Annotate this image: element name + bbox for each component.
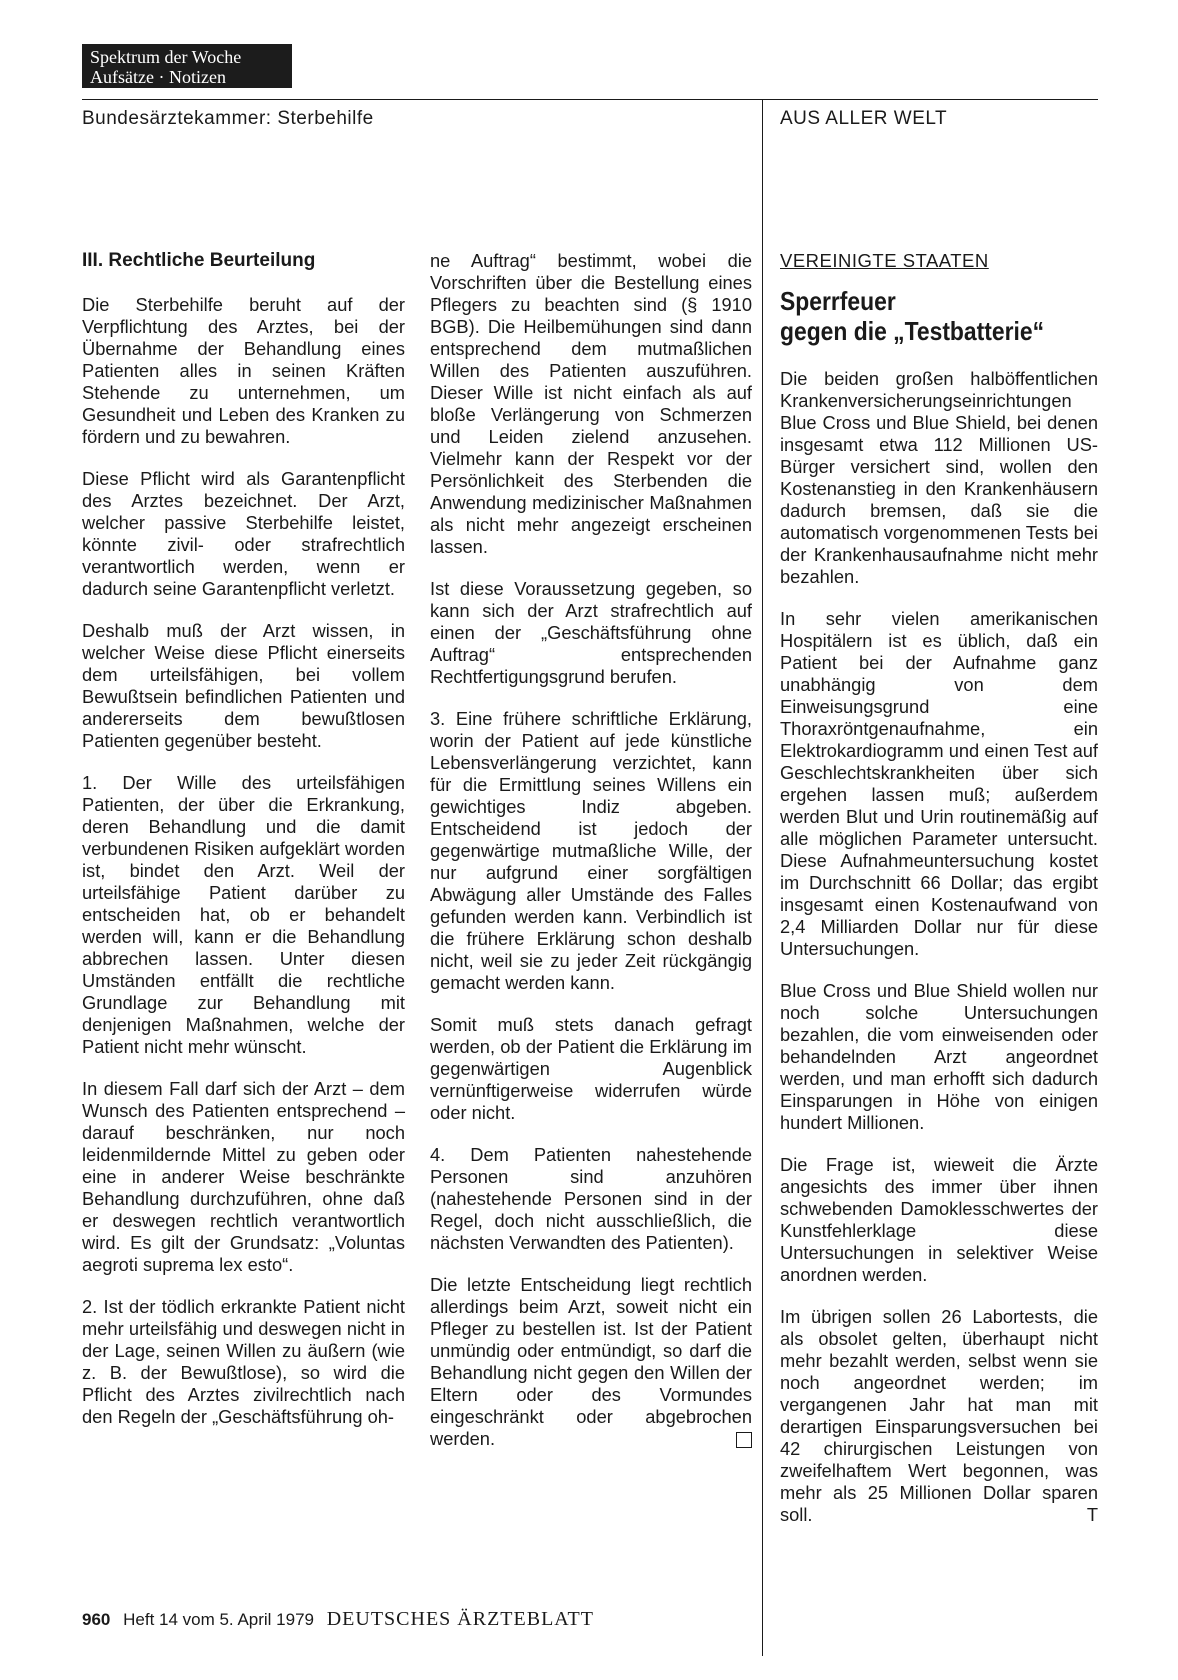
end-of-article-square-icon	[736, 1432, 752, 1448]
masthead	[82, 44, 292, 88]
paragraph: Deshalb muß der Arzt wissen, in welcher Weise diese Pflicht einerseits dem urteilsfähigen, bei vollem Bewußtsein befindlichen Patienten und andererseits dem bewußtlosen Patienten gegenüber besteht.	[82, 620, 405, 751]
paragraph: 3. Eine frühere schriftliche Erklärung, worin der Patient auf jede künstliche Lebensverlängerung verzichtet, kann für die Ermittlung seines Willens ein gewichtiges Indiz abgeben. Entscheidend ist jedoch der gegenwärtige mutmaßliche Wille, der nur aufgrund einer sorgfältigen Abwägung aller Umstände des Falles gefunden werden kann. Verbindlich ist die frühere Erklärung schon deshalb nicht, weil sie zu jeder Zeit rückgängig gemacht werden kann.	[430, 708, 752, 993]
paragraph: Blue Cross und Blue Shield wollen nur noch solche Untersuchungen bezahlen, die vom einweisenden oder behandelnden Arzt angeordnet werden, und man erhofft sich dadurch Einsparungen in Höhe von einigen hundert Millionen.	[780, 980, 1098, 1133]
paragraph: Die Frage ist, wieweit die Ärzte angesichts des immer über ihnen schwebenden Damoklesschwertes der Kunstfehlerklage diese Untersuchungen in selektiver Weise anordnen werden.	[780, 1154, 1098, 1285]
masthead-line2: Aufsätze · Notizen	[90, 67, 226, 87]
paragraph: Die beiden großen halböffentlichen Krankenversicherungseinrichtungen Blue Cross und Blue Shield, bei denen insgesamt etwa 112 Millionen US-Bürger versichert sind, wollen den Kostenanstieg in den Krankenhäusern dadurch bremsen, daß sie die automatisch vorgenommenen Tests bei der Krankenhausaufnahme nicht mehr bezahlen.	[780, 368, 1098, 587]
paragraph: ne Auftrag“ bestimmt, wobei die Vorschriften über die Bestellung eines Pflegers zu beachten sind (§ 1910 BGB). Die Heilbemühungen sind dann entsprechend dem mutmaßlichen Willen des Patienten auszuführen. Dieser Wille ist nicht einfach als auf bloße Verlängerung von Schmerzen und Leiden zielend anzusehen. Vielmehr kann der Respekt vor der Persönlichkeit des Sterbenden die Anwendung medizinischer Maßnahmen als nicht mehr angezeigt erscheinen lassen.	[430, 250, 752, 557]
paragraph-with-author	[780, 1306, 1098, 1526]
section-label-right: AUS ALLER WELT	[780, 108, 948, 129]
country-label: VEREINIGTE STAATEN	[780, 250, 989, 271]
paragraph: Diese Pflicht wird als Garantenpflicht des Arztes bezeichnet. Der Arzt, welcher passive Sterbehilfe leistet, könnte zivil- oder strafrechtlich verantwortlich werden, wenn er dadurch seine Garantenpflicht verletzt.	[82, 468, 405, 599]
paragraph: In sehr vielen amerikanischen Hospitälern ist es üblich, daß ein Patient bei der Aufnahme ganz unabhängig von dem Einweisungsgrund eine Thoraxröntgenaufnahme, ein Elektrokardiogramm und einen Test auf Geschlechtskrankheiten über sich ergehen lassen muß; außerdem werden Blut und Urin routinemäßig auf alle möglichen Parameter untersucht. Diese Aufnahmeuntersuchung kostet im Durchschnitt 66 Dollar; das ergibt insgesamt einen Kostenaufwand von 2,4 Milliarden Dollar nur für diese Untersuchungen.	[780, 608, 1098, 959]
header-rule	[82, 99, 1098, 100]
paragraph-text: Die letzte Entscheidung liegt rechtlich allerdings beim Arzt, soweit nicht ein Pfleger zu bestellen ist. Ist der Patient unmündig oder entmündigt, so darf die Behandlung nicht gegen den Willen der Eltern oder des Vormundes eingeschränkt oder abgebrochen werden.	[430, 1274, 752, 1449]
paragraph: 1. Der Wille des urteilsfähigen Patienten, der über die Erkrankung, deren Behandlung und die damit verbundenen Risiken aufgeklärt worden ist, bindet den Arzt. Weil der urteilsfähige Patient darüber zu entscheiden hat, ob er behandelt werden will, kann er die Behandlung abbrechen lassen. Unter diesen Umständen entfällt die rechtliche Grundlage zur Behandlung mit denjenigen Maßnahmen, welche der Patient nicht mehr wünscht.	[82, 772, 405, 1057]
issue-info: Heft 14 vom 5. April 1979	[123, 1610, 314, 1629]
paragraph: Ist diese Voraussetzung gegeben, so kann sich der Arzt strafrechtlich auf einen der „Geschäftsführung ohne Auftrag“ entsprechenden Rechtfertigungsgrund berufen.	[430, 578, 752, 687]
article-column-2	[430, 250, 752, 1470]
author-initial: T	[1086, 1504, 1098, 1525]
section-label-left: Bundesärztekammer: Sterbehilfe	[82, 108, 374, 129]
paragraph: Somit muß stets danach gefragt werden, ob der Patient die Erklärung im gegenwärtigen Augenblick vernünftigerweise widerrufen würde oder nicht.	[430, 1014, 752, 1123]
headline-line1: Sperrfeuer	[780, 286, 896, 316]
paragraph-with-end-mark	[430, 1274, 752, 1450]
page-footer	[82, 1608, 594, 1631]
paragraph: In diesem Fall darf sich der Arzt – dem Wunsch des Patienten entsprechend – darauf beschränken, nur noch leidenmildernde Mittel zu geben oder eine in anderer Weise beschränkte Behandlung durchzuführen, ohne daß er deswegen rechtlich verantwortlich wird. Es gilt der Grundsatz: „Voluntas aegroti suprema lex esto“.	[82, 1078, 405, 1275]
article-column-1	[82, 250, 405, 1448]
masthead-line1: Spektrum der Woche	[90, 47, 242, 67]
news-column	[780, 250, 1098, 1546]
news-headline	[780, 286, 1097, 346]
headline-line2: gegen die „Testbatterie“	[780, 316, 1045, 346]
paragraph: Die Sterbehilfe beruht auf der Verpflichtung des Arztes, bei der Übernahme der Behandlung eines Patienten alles in seinen Kräften Stehende zu unternehmen, um Gesundheit und Leben des Kranken zu fördern und zu bewahren.	[82, 294, 405, 447]
page-number: 960	[82, 1610, 111, 1629]
column-divider	[762, 99, 763, 1656]
section-heading: III. Rechtliche Beurteilung	[82, 250, 316, 271]
journal-name: DEUTSCHES ÄRZTEBLATT	[326, 1608, 594, 1630]
paragraph: 4. Dem Patienten nahestehende Personen sind anzuhören (nahestehende Personen sind in der Regel, doch nicht ausschließlich, die nächsten Verwandten des Patienten).	[430, 1144, 752, 1253]
paragraph-text: Im übrigen sollen 26 Labortests, die als obsolet gelten, überhaupt nicht mehr bezahlt werden, selbst wenn sie noch angeordnet werden; im vergangenen Jahr hat man mit derartigen Einsparungsversuchen bei 42 chirurgischen Leistungen von zweifelhaftem Wert begonnen, was mehr als 25 Millionen Dollar sparen soll.	[780, 1306, 1098, 1525]
paragraph: 2. Ist der tödlich erkrankte Patient nicht mehr urteilsfähig und deswegen nicht in der Lage, seinen Willen zu äußern (wie z. B. der Bewußtlose), so wird die Pflicht des Arztes zivilrechtlich nach den Regeln der „Geschäftsführung oh-	[82, 1296, 405, 1427]
